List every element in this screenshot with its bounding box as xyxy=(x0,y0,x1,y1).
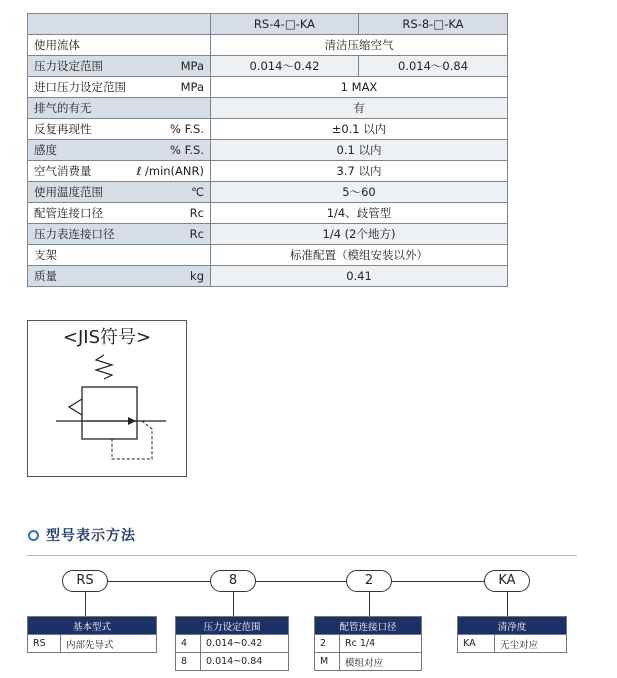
code-leader-line xyxy=(507,592,508,616)
code-table-title: 压力设定范围 xyxy=(176,617,289,635)
spec-table xyxy=(27,13,508,287)
code-part-basic: RS xyxy=(62,570,108,592)
spec-label: 感度 xyxy=(34,143,57,157)
code-value: RS xyxy=(28,635,61,653)
code-connector xyxy=(392,581,484,582)
code-connector xyxy=(256,581,346,582)
spec-value: 3.7 以内 xyxy=(211,161,508,182)
spec-value: 1 MAX xyxy=(211,77,508,98)
code-desc: 0.014~0.84 xyxy=(201,653,289,671)
spec-unit: MPa xyxy=(180,80,204,94)
spec-label: 支架 xyxy=(34,248,57,262)
spec-value-model-8: 0.014～0.84 xyxy=(359,56,508,77)
section-title: 型号表示方法 xyxy=(46,528,136,544)
spec-unit: kg xyxy=(190,269,204,283)
spec-unit: Rc xyxy=(189,227,204,241)
code-value: M xyxy=(315,653,340,671)
spec-value: 5～60 xyxy=(211,182,508,203)
spec-unit: ℓ /min(ANR) xyxy=(136,164,204,178)
code-part-pressure: 8 xyxy=(210,570,256,592)
spec-value: 1/4、歧管型 xyxy=(211,203,508,224)
spec-label: 压力设定范围 xyxy=(34,59,103,73)
section-header xyxy=(28,525,136,545)
spec-row xyxy=(28,203,508,224)
spec-label: 进口压力设定范围 xyxy=(34,80,126,94)
jis-symbol-box xyxy=(27,320,187,477)
spec-unit: % F.S. xyxy=(170,122,204,136)
spec-unit: Rc xyxy=(189,206,204,220)
code-table-row xyxy=(458,635,567,653)
spec-row xyxy=(28,266,508,287)
code-table-row xyxy=(176,635,289,653)
spec-row xyxy=(28,35,508,56)
code-leader-line xyxy=(233,592,234,616)
code-value: 8 xyxy=(176,653,201,671)
code-connector xyxy=(108,581,210,582)
spec-value: 清洁压缩空气 xyxy=(211,35,508,56)
code-desc: 无尘对应 xyxy=(495,635,567,653)
spec-header-model-4: RS-4-□-KA xyxy=(211,14,359,35)
spec-value: 标准配置（模组安装以外） xyxy=(211,245,508,266)
spec-label: 配管连接口径 xyxy=(34,206,103,220)
spec-row xyxy=(28,56,508,77)
spec-unit: % F.S. xyxy=(170,143,204,157)
code-table-row xyxy=(176,653,289,671)
spec-header-model-8: RS-8-□-KA xyxy=(359,14,508,35)
spec-value: 0.41 xyxy=(211,266,508,287)
code-table-row xyxy=(315,635,422,653)
code-desc: 模组对应 xyxy=(340,653,422,671)
circle-bullet-icon xyxy=(28,530,39,541)
spec-row xyxy=(28,77,508,98)
regulator-symbol-icon xyxy=(28,321,188,478)
code-desc: 内部先导式 xyxy=(61,635,157,653)
jis-title: <JIS符号> xyxy=(62,327,152,348)
spec-row xyxy=(28,245,508,266)
code-table-basic xyxy=(27,616,157,653)
spec-row xyxy=(28,182,508,203)
code-leader-line xyxy=(85,592,86,616)
code-table-title: 清净度 xyxy=(458,617,567,635)
code-value: 4 xyxy=(176,635,201,653)
spec-value: 0.1 以内 xyxy=(211,140,508,161)
code-desc: 0.014~0.42 xyxy=(201,635,289,653)
spec-row xyxy=(28,140,508,161)
spec-label: 空气消费量 xyxy=(34,164,92,178)
code-part-port: 2 xyxy=(346,570,392,592)
spec-label: 排气的有无 xyxy=(34,101,92,115)
code-table-title: 配管连接口径 xyxy=(315,617,422,635)
code-value: 2 xyxy=(315,635,340,653)
spec-row xyxy=(28,224,508,245)
spec-label: 使用温度范围 xyxy=(34,185,103,199)
spec-value-model-4: 0.014～0.42 xyxy=(211,56,359,77)
code-desc: Rc 1/4 xyxy=(340,635,422,653)
code-table-row xyxy=(315,653,422,671)
code-table-row xyxy=(28,635,157,653)
spec-header-row xyxy=(28,14,508,35)
spec-value: ±0.1 以内 xyxy=(211,119,508,140)
code-value: KA xyxy=(458,635,495,653)
code-leader-line xyxy=(369,592,370,616)
code-table-pressure xyxy=(175,616,289,671)
code-table-title: 基本型式 xyxy=(28,617,157,635)
spec-value: 1/4 (2个地方) xyxy=(211,224,508,245)
spec-row xyxy=(28,98,508,119)
spec-label: 压力表连接口径 xyxy=(34,227,115,241)
spec-header-blank xyxy=(28,14,211,35)
spec-label: 反复再现性 xyxy=(34,122,92,136)
spec-row xyxy=(28,161,508,182)
code-part-cleanliness: KA xyxy=(484,570,530,592)
code-table-cleanliness xyxy=(457,616,567,653)
spec-unit: MPa xyxy=(180,59,204,73)
spec-label: 质量 xyxy=(34,269,57,283)
spec-unit: ℃ xyxy=(191,185,204,199)
spec-value: 有 xyxy=(211,98,508,119)
code-table-port xyxy=(314,616,422,671)
section-divider xyxy=(27,555,577,556)
spec-label: 使用流体 xyxy=(34,38,80,52)
spec-row xyxy=(28,119,508,140)
